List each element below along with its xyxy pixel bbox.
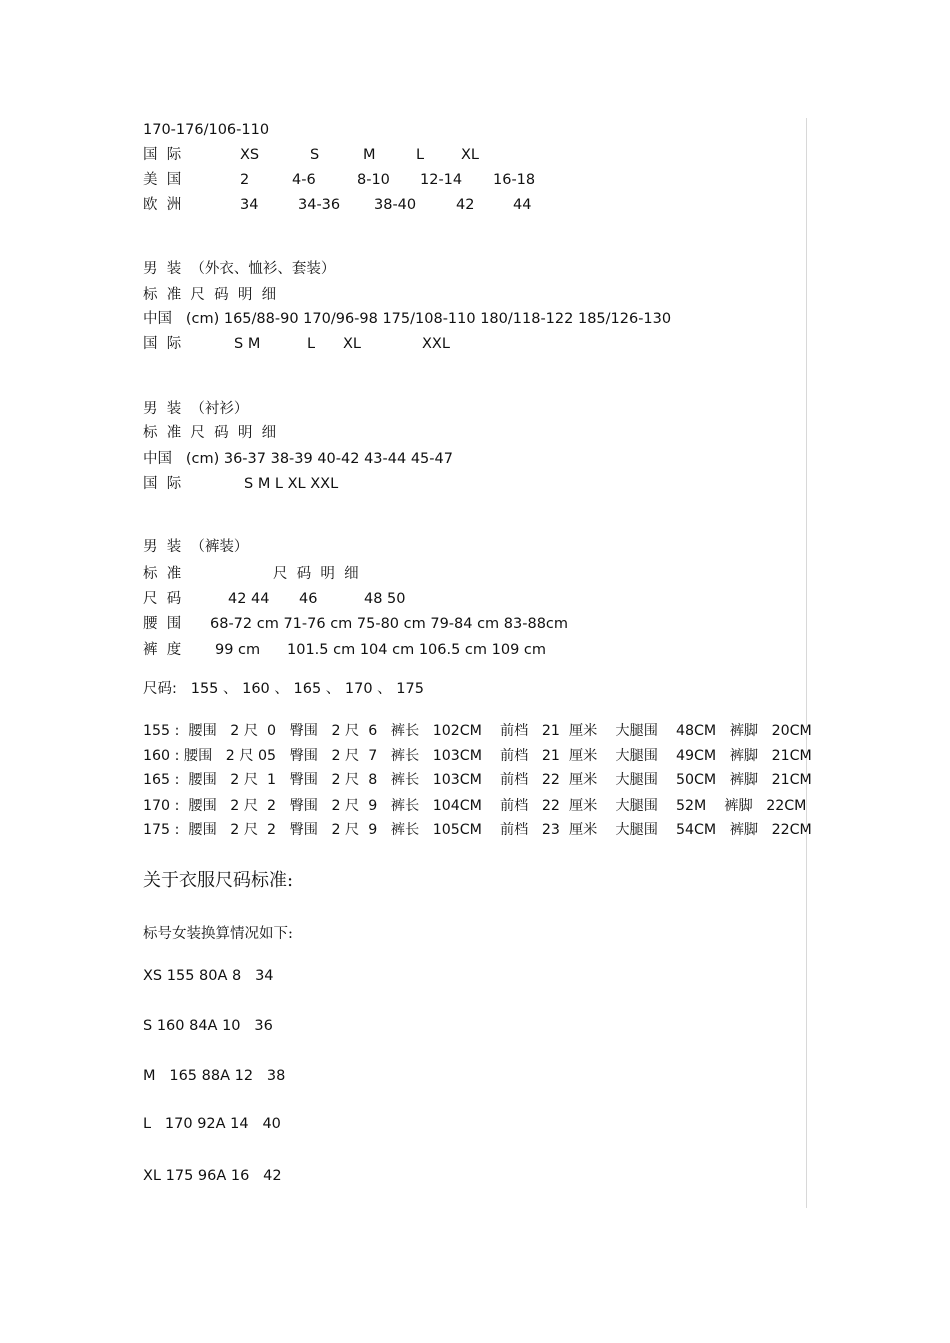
table-cell: S xyxy=(310,147,320,163)
detail-row: 170 : 腰围 2 尺 2 臀围 2 尺 9 裤长 104CM 前档 22 厘米 大腿围 52M 裤脚 22CM xyxy=(143,798,807,814)
row-label: 腰 围 xyxy=(143,616,182,632)
section-title-men-shirt: 男 装 （衬衫） xyxy=(143,401,249,417)
table-cell: L xyxy=(307,336,316,352)
detail-row: 160 : 腰围 2 尺 05 臀围 2 尺 7 裤长 103CM 前档 21 厘米 大腿围 49CM 裤脚 21CM xyxy=(143,748,812,764)
china-size-line: 中国 (cm) 36-37 38-39 40-42 43-44 45-47 xyxy=(143,451,453,467)
conversion-row: L 170 92A 14 40 xyxy=(143,1116,281,1132)
row-label: 裤 度 xyxy=(143,642,182,658)
table-cell: 38-40 xyxy=(374,197,417,213)
right-margin-rule xyxy=(806,118,807,1208)
conversion-intro: 标号女装换算情况如下: xyxy=(143,926,293,942)
table-cell: XL xyxy=(461,147,480,163)
china-size-line: 中国 (cm) 165/88-90 170/96-98 175/108-110 180/118-122 185/126-130 xyxy=(143,311,672,327)
detail-row: 175 : 腰围 2 尺 2 臀围 2 尺 9 裤长 105CM 前档 23 厘米 大腿围 54CM 裤脚 22CM xyxy=(143,822,812,838)
table-cell: 48 50 xyxy=(364,591,406,607)
table-cell: 101.5 cm 104 cm 106.5 cm 109 cm xyxy=(287,642,547,658)
conversion-row: XL 175 96A 16 42 xyxy=(143,1168,282,1184)
section-subtitle: 标 准 尺 码 明 细 xyxy=(143,425,277,441)
section-subtitle: 标 准 尺 码 明 细 xyxy=(143,287,277,303)
detail-row: 155 : 腰围 2 尺 0 臀围 2 尺 6 裤长 102CM 前档 21 厘米 大腿围 48CM 裤脚 20CM xyxy=(143,723,812,739)
section-title-men-outer: 男 装 （外衣、恤衫、套装） xyxy=(143,261,336,277)
size-codes-line: 尺码: 155 、 160 、 165 、 170 、 175 xyxy=(143,681,424,697)
table-cell: 68-72 cm 71-76 cm 75-80 cm 79-84 cm 83-88cm xyxy=(210,616,569,632)
table-cell: 44 xyxy=(513,197,532,213)
conversion-row: XS 155 80A 8 34 xyxy=(143,968,274,984)
table-cell: 99 cm xyxy=(215,642,261,658)
section-heading: 关于衣服尺码标准: xyxy=(143,870,294,891)
conversion-row: S 160 84A 10 36 xyxy=(143,1018,273,1034)
table-cell: 42 xyxy=(456,197,475,213)
table-cell: 2 xyxy=(240,172,250,188)
table-cell: 4-6 xyxy=(292,172,316,188)
detail-row: 165 : 腰围 2 尺 1 臀围 2 尺 8 裤长 103CM 前档 22 厘米 大腿围 50CM 裤脚 21CM xyxy=(143,772,812,788)
table-cell: S M L XL XXL xyxy=(244,476,339,492)
table-cell: 12-14 xyxy=(420,172,463,188)
row-label: 国 际 xyxy=(143,147,182,163)
table-cell: 34-36 xyxy=(298,197,341,213)
table-cell: 46 xyxy=(299,591,318,607)
row-label: 国 际 xyxy=(143,476,182,492)
table-cell: 8-10 xyxy=(357,172,390,188)
row-label: 尺 码 xyxy=(143,591,182,607)
row-label: 国 际 xyxy=(143,336,182,352)
section-title-men-pants: 男 装 （裤装） xyxy=(143,539,249,555)
table-cell: 16-18 xyxy=(493,172,536,188)
table-cell: XL xyxy=(343,336,362,352)
table-cell: 42 44 xyxy=(228,591,270,607)
table-cell: XXL xyxy=(422,336,450,352)
table-cell: S M xyxy=(234,336,261,352)
table-cell: XS xyxy=(240,147,260,163)
row-label: 标 准 xyxy=(143,566,182,582)
table-cell: L xyxy=(416,147,425,163)
conversion-row: M 165 88A 12 38 xyxy=(143,1068,286,1084)
size-range-line: 170-176/106-110 xyxy=(143,122,270,138)
table-cell: M xyxy=(363,147,376,163)
table-cell: 尺 码 明 细 xyxy=(273,566,359,582)
row-label: 欧 洲 xyxy=(143,197,182,213)
table-cell: 34 xyxy=(240,197,259,213)
row-label: 美 国 xyxy=(143,172,182,188)
